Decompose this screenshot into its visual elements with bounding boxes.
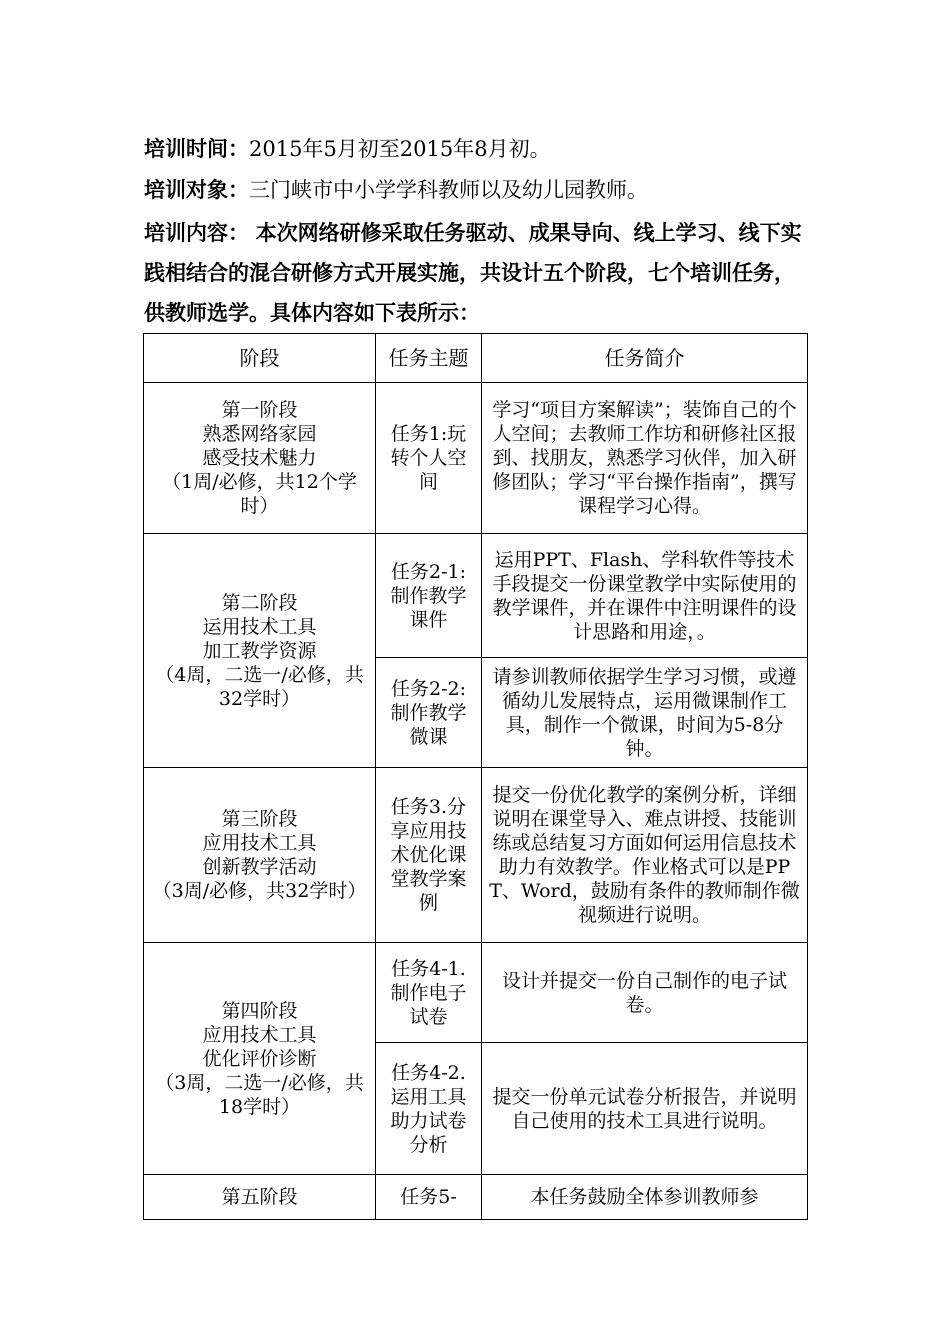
- stage-2-theme-2: 加工教学资源: [202, 639, 317, 662]
- stage-2-hours: （4周，二选一/必修，共32学时）: [155, 663, 364, 710]
- stage-1-cell: [144, 383, 376, 534]
- stage-2-name: 第二阶段: [221, 591, 298, 614]
- stage-4-theme-2: 优化评价诊断: [202, 1047, 317, 1070]
- stage-1-theme-2: 感受技术魅力: [202, 447, 317, 469]
- stage-4-name: 第四阶段: [221, 999, 298, 1022]
- header-stage: 阶段: [144, 334, 376, 383]
- task-description: 提交一份优化教学的案例分析，详细说明在课堂导入、难点讲授、技能训练或总结复习方面如何运用信息技术助力有效教学。作业格式可以是PPT、Word，鼓励有条件的教师制作微视频进行说明。: [482, 768, 808, 943]
- stage-5-cell: [144, 1175, 376, 1220]
- task-description: 请参训教师依据学生学习习惯，或遵循幼儿发展特点，运用微课制作工具，制作一个微课，时间为5-8分钟。: [482, 658, 808, 768]
- stage-3-name: 第三阶段: [221, 808, 298, 830]
- stage-4-hours: （3周，二选一/必修，共18学时）: [155, 1071, 364, 1118]
- training-time-label: 培训时间：: [144, 137, 249, 161]
- task-topic: 任务5-: [376, 1175, 482, 1220]
- table-row: [144, 534, 808, 658]
- task-topic: 任务4-2.运用工具助力试卷分析: [376, 1043, 482, 1175]
- table-header-row: [144, 334, 808, 383]
- task-description: 设计并提交一份自己制作的电子试卷。: [482, 943, 808, 1043]
- task-topic: 任务2-2: 制作教学微课: [376, 658, 482, 768]
- training-plan-table: [143, 333, 808, 1220]
- task-topic: 任务1:玩转个人空间: [376, 383, 482, 534]
- training-time-value: 2015年5月初至2015年8月初。: [249, 137, 551, 161]
- stage-3-theme-2: 创新教学活动: [202, 856, 317, 878]
- task-description: 提交一份单元试卷分析报告，并说明自己使用的技术工具进行说明。: [482, 1043, 808, 1175]
- training-content-paragraph: [144, 213, 814, 333]
- stage-2-theme-1: 运用技术工具: [202, 615, 317, 638]
- training-target-line: [144, 171, 814, 209]
- task-description: 运用PPT、Flash、学科软件等技术手段提交一份课堂教学中实际使用的教学课件，并在课件中注明课件的设计思路和用途，。: [482, 534, 808, 658]
- stage-4-cell: [144, 943, 376, 1175]
- task-description: 本任务鼓励全体参训教师参: [482, 1175, 808, 1220]
- table-row: [144, 1175, 808, 1220]
- training-content-text: 本次网络研修采取任务驱动、成果导向、线上学习、线下实践相结合的混合研修方式开展实施，共设计五个阶段，七个培训任务，供教师选学。具体内容如下表所示：: [144, 221, 802, 325]
- table-row: [144, 383, 808, 534]
- header-task-topic: 任务主题: [376, 334, 482, 383]
- task-topic: 任务2-1: 制作教学课件: [376, 534, 482, 658]
- task-description: 学习“项目方案解读”；装饰自己的个人空间；去教师工作坊和研修社区报到、找朋友，熟悉学习伙伴，加入研修团队；学习“平台操作指南”，撰写课程学习心得。: [482, 383, 808, 534]
- task-topic: 任务4-1.制作电子试卷: [376, 943, 482, 1043]
- stage-2-cell: [144, 534, 376, 768]
- stage-4-theme-1: 应用技术工具: [202, 1023, 317, 1046]
- stage-1-name: 第一阶段: [221, 399, 298, 421]
- stage-3-hours: （3周/必修，共32学时）: [152, 880, 367, 902]
- table-row: [144, 943, 808, 1043]
- header-task-description: 任务简介: [482, 334, 808, 383]
- stage-5-name: 第五阶段: [221, 1186, 298, 1208]
- stage-3-theme-1: 应用技术工具: [202, 832, 317, 854]
- training-target-label: 培训对象：: [144, 178, 249, 202]
- stage-1-theme-1: 熟悉网络家园: [202, 423, 317, 445]
- training-target-value: 三门峡市中小学学科教师以及幼儿园教师。: [249, 178, 648, 202]
- training-time-line: [144, 130, 814, 168]
- stage-3-cell: [144, 768, 376, 943]
- table-row: [144, 768, 808, 943]
- task-topic: 任务3.分享应用技术优化课堂教学案例: [376, 768, 482, 943]
- training-content-label: 培训内容：: [144, 221, 249, 245]
- stage-1-hours: （1周/必修，共12个学时）: [162, 471, 357, 517]
